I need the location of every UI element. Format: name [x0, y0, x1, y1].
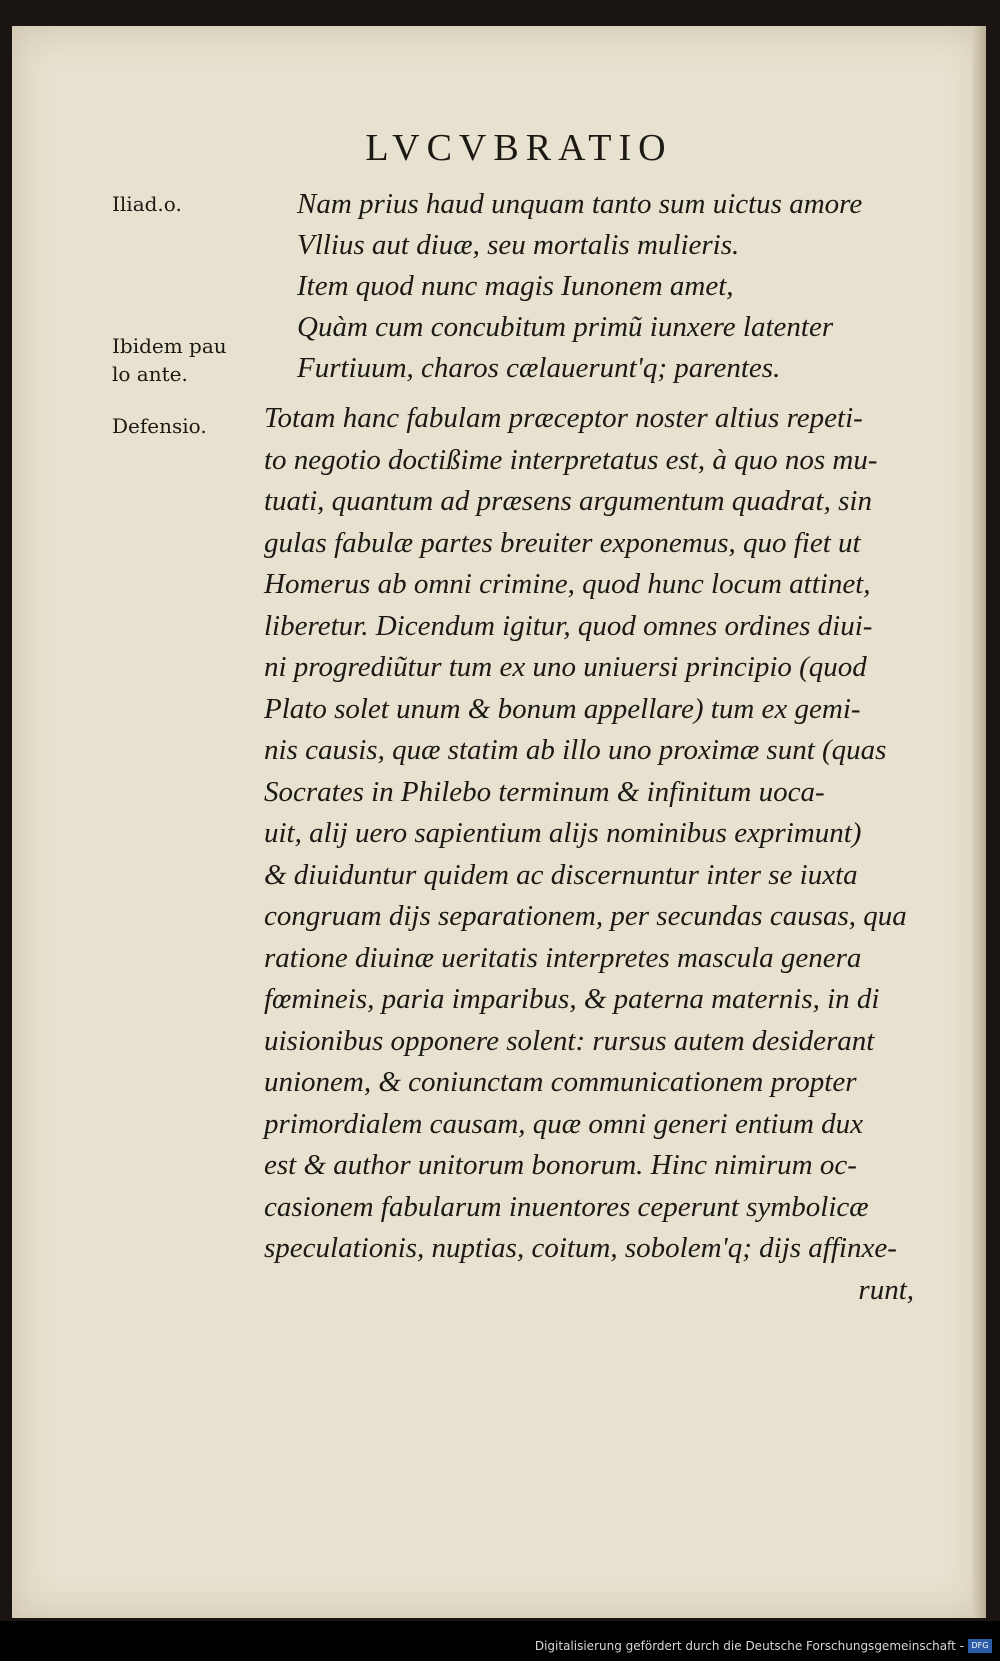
verse-block — [297, 184, 927, 389]
verse-line: Quàm cum concubitum primũ iunxere latenter — [297, 311, 834, 343]
verse-line: Furtiuum, charos cælauerunt'q; parentes. — [297, 352, 781, 384]
prose-line: Socrates in Philebo terminum & infinitum uoca- — [264, 775, 825, 808]
prose-line: fœmineis, paria imparibus, & paterna maternis, in di — [264, 983, 880, 1015]
margin-note-ibidem: Ibidem pau — [112, 334, 227, 358]
digitization-credit: Digitalisierung gefördert durch die Deutsche Forschungsgemeinschaft - — [534, 1639, 964, 1653]
prose-line: Homerus ab omni crimine, quod hunc locum attinet, — [264, 568, 871, 600]
dfg-logo-icon: DFG — [968, 1639, 992, 1653]
prose-line: to negotio doctißime interpretatus est, à quo nos mu- — [264, 443, 878, 476]
prose-line: primordialem causam, quæ omni generi entium dux — [264, 1107, 864, 1140]
prose-line: ratione diuinæ ueritatis interpretes mascula genera — [264, 941, 862, 974]
prose-line: Totam hanc fabulam præceptor noster altius repeti- — [264, 402, 863, 434]
prose-line: uisionibus opponere solent: rursus autem desiderant — [264, 1024, 875, 1057]
verse-line: Nam prius haud unquam tanto sum uictus amore — [297, 188, 863, 220]
book-page — [12, 26, 986, 1618]
prose-line: ni progrediũtur tum ex uno uniuersi principio (quod — [264, 651, 867, 683]
margin-note-lo-ante: lo ante. — [112, 362, 188, 386]
margin-note-iliad: Iliad.o. — [112, 192, 182, 216]
page-edge — [972, 26, 986, 1618]
prose-line: liberetur. Dicendum igitur, quod omnes ordines diui- — [264, 609, 873, 642]
verse-line: Vllius aut diuæ, seu mortalis mulieris. — [297, 229, 740, 261]
prose-line: congruam dijs separationem, per secundas causas, qua — [264, 900, 907, 932]
prose-line: casionem fabularum inuentores ceperunt symbolicæ — [264, 1190, 869, 1223]
footer-band — [0, 1621, 1000, 1661]
prose-line: & diuiduntur quidem ac discernuntur inter se iuxta — [264, 858, 858, 891]
prose-line: runt, — [858, 1273, 914, 1306]
prose-line: tuati, quantum ad præsens argumentum quadrat, sin — [264, 485, 872, 517]
margin-note-defensio: Defensio. — [112, 414, 207, 438]
prose-line: Plato solet unum & bonum appellare) tum ex gemi- — [264, 692, 861, 725]
prose-line: gulas fabulæ partes breuiter exponemus, quo fiet ut — [264, 526, 861, 559]
prose-line: est & author unitorum bonorum. Hinc nimirum oc- — [264, 1149, 857, 1181]
prose-block — [264, 398, 944, 1311]
prose-line: nis causis, quæ statim ab illo uno proximæ sunt (quas — [264, 734, 887, 766]
prose-line: speculationis, nuptias, coitum, sobolem'q; dijs affinxe- — [264, 1232, 897, 1264]
running-header: LVCVBRATIO — [365, 127, 673, 169]
prose-line: unionem, & coniunctam communicationem propter — [264, 1066, 857, 1098]
prose-line: uit, alij uero sapientium alijs nominibus exprimunt) — [264, 817, 862, 849]
verse-line: Item quod nunc magis Iunonem amet, — [297, 270, 734, 302]
